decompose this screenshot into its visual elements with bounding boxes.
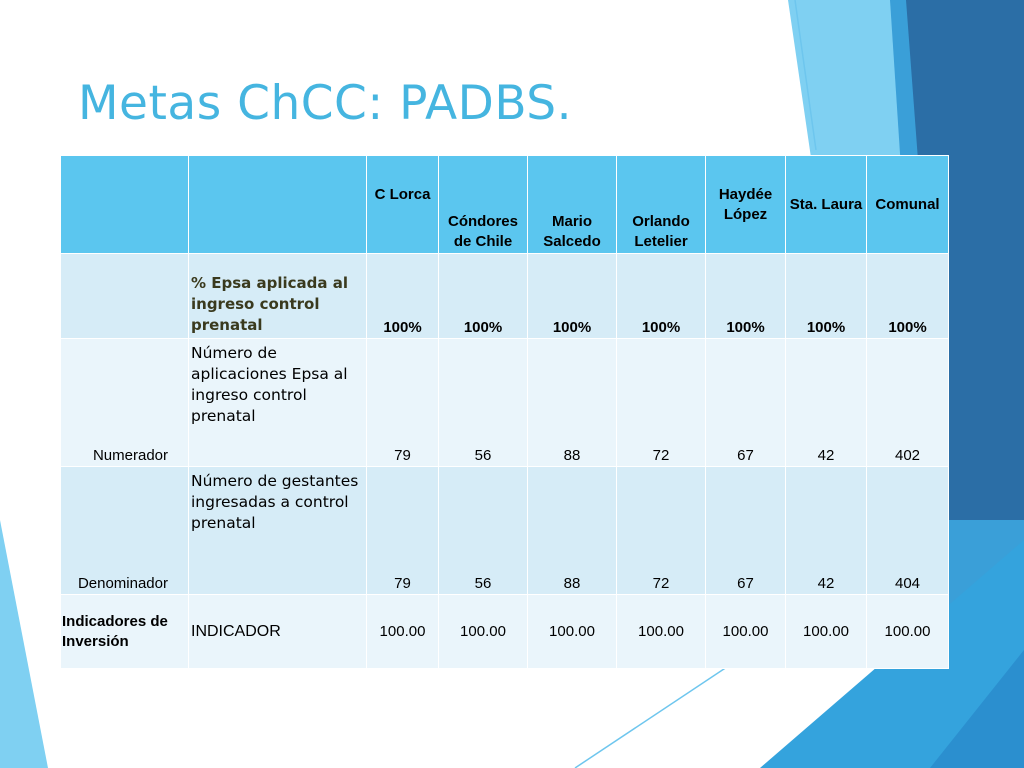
cell-value: 88	[528, 339, 617, 467]
table-row	[61, 339, 949, 467]
row-label: Indicadores de Inversión	[61, 595, 189, 669]
cell-value: 100.00	[367, 595, 439, 669]
header-condores-de-chile: Cóndores de Chile	[439, 156, 528, 254]
header-haydee-lopez: Haydée López	[706, 156, 786, 254]
cell-value: 42	[786, 467, 867, 595]
cell-value: 67	[706, 467, 786, 595]
cell-value: 42	[786, 339, 867, 467]
cell-value: 100%	[706, 254, 786, 339]
deco-left-strip	[0, 520, 48, 768]
cell-value: 100%	[528, 254, 617, 339]
cell-value: 56	[439, 339, 528, 467]
cell-value: 100%	[617, 254, 706, 339]
cell-value: 100.00	[706, 595, 786, 669]
cell-value: 67	[706, 339, 786, 467]
cell-value: 72	[617, 467, 706, 595]
header-c-lorca: C Lorca	[367, 156, 439, 254]
row-label: Denominador	[61, 467, 189, 595]
cell-value: 100%	[367, 254, 439, 339]
row-description: % Epsa aplicada al ingreso control prenatal	[189, 254, 367, 339]
row-description: Número de gestantes ingresadas a control prenatal	[189, 467, 367, 595]
header-mario-salcedo: Mario Salcedo	[528, 156, 617, 254]
header-sta-laura: Sta. Laura	[786, 156, 867, 254]
table-row	[61, 595, 949, 669]
cell-value: 88	[528, 467, 617, 595]
cell-value: 402	[867, 339, 949, 467]
row-description: INDICADOR	[189, 595, 367, 669]
cell-value: 72	[617, 339, 706, 467]
cell-value: 100.00	[867, 595, 949, 669]
cell-value: 404	[867, 467, 949, 595]
header-cell-empty	[61, 156, 189, 254]
cell-value: 100%	[867, 254, 949, 339]
header-orlando-letelier: Orlando Letelier	[617, 156, 706, 254]
cell-value: 79	[367, 467, 439, 595]
cell-value: 100.00	[528, 595, 617, 669]
table-row	[61, 467, 949, 595]
header-cell-empty	[189, 156, 367, 254]
table-row	[61, 254, 949, 339]
cell-value: 100%	[786, 254, 867, 339]
table-header-row	[61, 156, 949, 254]
cell-value: 100.00	[617, 595, 706, 669]
cell-value: 79	[367, 339, 439, 467]
row-description: Número de aplicaciones Epsa al ingreso control prenatal	[189, 339, 367, 467]
page-title: Metas ChCC: PADBS.	[78, 76, 573, 131]
cell-value: 100.00	[439, 595, 528, 669]
header-comunal: Comunal	[867, 156, 949, 254]
cell-value: 56	[439, 467, 528, 595]
row-label	[61, 254, 189, 339]
cell-value: 100%	[439, 254, 528, 339]
row-label: Numerador	[61, 339, 189, 467]
cell-value: 100.00	[786, 595, 867, 669]
metas-table	[60, 155, 949, 669]
